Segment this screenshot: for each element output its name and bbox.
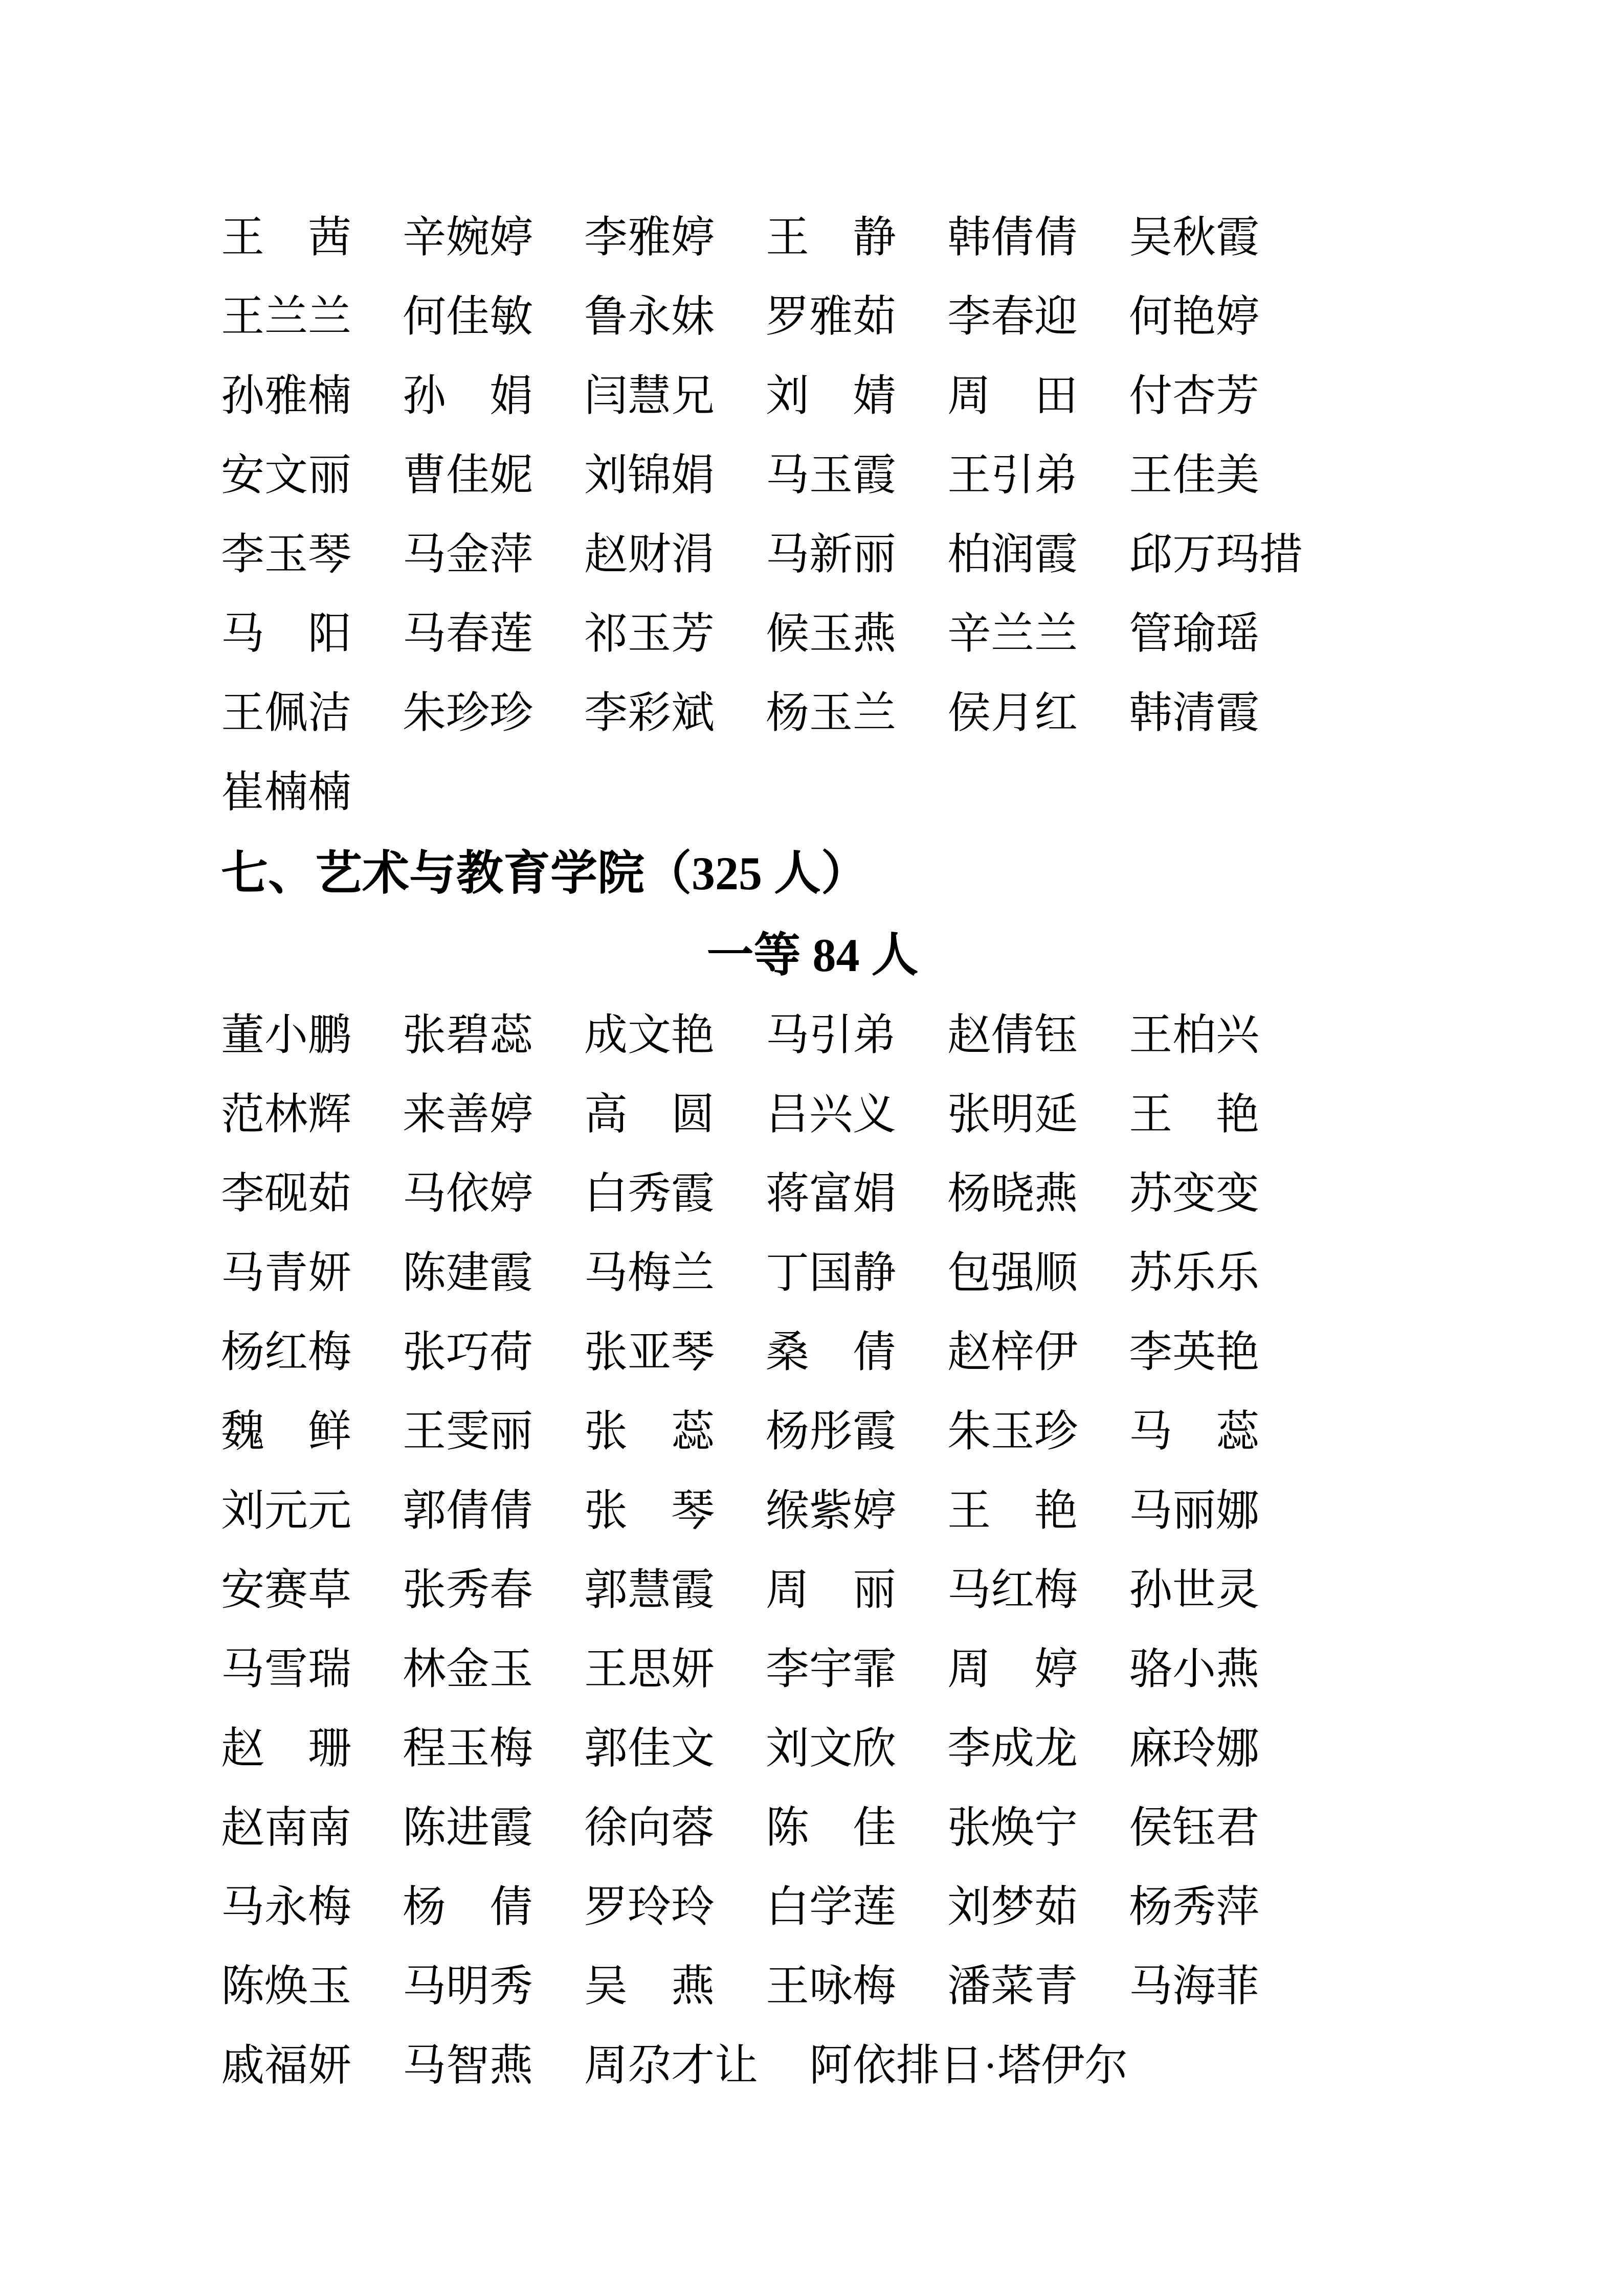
student-name: 马海菲 [1129, 1963, 1260, 2011]
student-name: 李砚茹 [221, 1170, 352, 1218]
student-name: 蒋富娟 [766, 1170, 897, 1218]
student-name: 马金萍 [403, 531, 533, 579]
student-name: 吴 燕 [584, 1963, 715, 2011]
name-row [221, 198, 1404, 278]
student-name: 曹佳妮 [403, 452, 533, 500]
student-name: 韩清霞 [1129, 689, 1260, 737]
name-row [221, 357, 1404, 436]
student-name: 周 田 [947, 372, 1078, 420]
student-name: 孙世灵 [1129, 1566, 1260, 1614]
student-name: 安文丽 [221, 452, 352, 500]
student-name: 刘 婧 [766, 372, 897, 420]
student-name: 马青妍 [221, 1249, 352, 1297]
student-name: 辛兰兰 [947, 610, 1078, 658]
student-name: 张亚琴 [584, 1329, 715, 1377]
student-name: 潘菜青 [947, 1963, 1078, 2011]
student-name: 邱万玛措 [1129, 531, 1303, 579]
student-name: 张 蕊 [584, 1408, 715, 1456]
student-name: 桑 倩 [766, 1329, 897, 1377]
student-name: 吴秋霞 [1129, 214, 1260, 262]
student-name: 戚福妍 [221, 2042, 352, 2090]
student-name: 郭慧霞 [584, 1566, 715, 1614]
student-name: 王佩洁 [221, 689, 352, 737]
student-name: 缑紫婷 [766, 1487, 897, 1535]
name-row [221, 595, 1404, 674]
student-name: 李彩斌 [584, 689, 715, 737]
student-name: 罗雅茹 [766, 293, 897, 341]
student-name: 马丽娜 [1129, 1487, 1260, 1535]
student-name: 王引弟 [947, 452, 1078, 500]
student-name: 丁国静 [766, 1249, 897, 1297]
student-name: 成文艳 [584, 1011, 715, 1060]
student-name: 马智燕 [403, 2042, 533, 2090]
student-name: 安赛草 [221, 1566, 352, 1614]
name-row [221, 1075, 1404, 1155]
name-row [221, 1313, 1404, 1392]
student-name: 周尕才让 [584, 2042, 759, 2090]
student-name: 何艳婷 [1129, 293, 1260, 341]
student-name: 范林辉 [221, 1091, 352, 1139]
student-name: 马红梅 [947, 1566, 1078, 1614]
student-name: 赵财涓 [584, 531, 715, 579]
college-section-heading: 七、艺术与教育学院（325 人） [221, 847, 869, 899]
student-name: 张巧荷 [403, 1329, 533, 1377]
student-name: 王兰兰 [221, 293, 352, 341]
student-name: 张碧蕊 [403, 1011, 533, 1060]
name-row [221, 1789, 1404, 1868]
name-row [221, 2027, 1404, 2106]
section1-name-grid [221, 198, 1404, 832]
student-name: 崔楠楠 [221, 769, 352, 817]
student-name: 杨玉兰 [766, 689, 897, 737]
student-name: 张焕宁 [947, 1804, 1078, 1852]
student-name: 马永梅 [221, 1883, 352, 1931]
name-row [221, 996, 1404, 1075]
document-content [221, 198, 1404, 2106]
student-name: 张 琴 [584, 1487, 715, 1535]
student-name: 马新丽 [766, 531, 897, 579]
student-name: 付杏芳 [1129, 372, 1260, 420]
student-name: 赵倩钰 [947, 1011, 1078, 1060]
student-name: 刘文欣 [766, 1725, 897, 1773]
student-name: 包强顺 [947, 1249, 1078, 1297]
student-name: 林金玉 [403, 1646, 533, 1694]
student-name: 马依婷 [403, 1170, 533, 1218]
section2-name-grid [221, 996, 1404, 2106]
student-name: 苏乐乐 [1129, 1249, 1260, 1297]
student-name: 郭佳文 [584, 1725, 715, 1773]
tier-subheading: 一等 84 人 [706, 929, 919, 981]
student-name: 李宇霏 [766, 1646, 897, 1694]
student-name: 赵梓伊 [947, 1329, 1078, 1377]
student-name: 阿依排日·塔伊尔 [809, 2042, 1128, 2090]
student-name: 李玉琴 [221, 531, 352, 579]
name-row [221, 436, 1404, 515]
student-name: 王雯丽 [403, 1408, 533, 1456]
student-name: 刘元元 [221, 1487, 352, 1535]
student-name: 朱珍珍 [403, 689, 533, 737]
name-row [221, 1947, 1404, 2027]
student-name: 王 艳 [947, 1487, 1078, 1535]
student-name: 管瑜瑶 [1129, 610, 1260, 658]
student-name: 苏变变 [1129, 1170, 1260, 1218]
student-name: 刘锦娟 [584, 452, 715, 500]
student-name: 马 阳 [221, 610, 352, 658]
student-name: 白学莲 [766, 1883, 897, 1931]
student-name: 高 圆 [584, 1091, 715, 1139]
student-name: 马 蕊 [1129, 1408, 1260, 1456]
student-name: 马明秀 [403, 1963, 533, 2011]
student-name: 杨晓燕 [947, 1170, 1078, 1218]
student-name: 鲁永妹 [584, 293, 715, 341]
student-name: 李春迎 [947, 293, 1078, 341]
name-row [221, 1155, 1404, 1234]
name-row [221, 674, 1404, 753]
name-row [221, 1709, 1404, 1789]
student-name: 杨秀萍 [1129, 1883, 1260, 1931]
student-name: 董小鹏 [221, 1011, 352, 1060]
student-name: 陈建霞 [403, 1249, 533, 1297]
name-row [221, 1868, 1404, 1947]
student-name: 何佳敏 [403, 293, 533, 341]
student-name: 骆小燕 [1129, 1646, 1260, 1694]
student-name: 孙 娟 [403, 372, 533, 420]
student-name: 李成龙 [947, 1725, 1078, 1773]
student-name: 王思妍 [584, 1646, 715, 1694]
student-name: 麻玲娜 [1129, 1725, 1260, 1773]
student-name: 来善婷 [403, 1091, 533, 1139]
student-name: 马雪瑞 [221, 1646, 352, 1694]
student-name: 陈进霞 [403, 1804, 533, 1852]
student-name: 罗玲玲 [584, 1883, 715, 1931]
name-row [221, 1630, 1404, 1709]
student-name: 马春莲 [403, 610, 533, 658]
student-name: 刘梦茹 [947, 1883, 1078, 1931]
name-row [221, 1551, 1404, 1630]
student-name: 韩倩倩 [947, 214, 1078, 262]
student-name: 闫慧兄 [584, 372, 715, 420]
student-name: 马玉霞 [766, 452, 897, 500]
student-name: 赵南南 [221, 1804, 352, 1852]
name-row [221, 515, 1404, 595]
student-name: 王佳美 [1129, 452, 1260, 500]
name-row [221, 1234, 1404, 1313]
student-name: 魏 鲜 [221, 1408, 352, 1456]
name-row [221, 753, 1404, 832]
student-name: 周 丽 [766, 1566, 897, 1614]
student-name: 马梅兰 [584, 1249, 715, 1297]
student-name: 王 艳 [1129, 1091, 1260, 1139]
student-name: 郭倩倩 [403, 1487, 533, 1535]
student-name: 王 茜 [221, 214, 352, 262]
name-row [221, 1392, 1404, 1472]
student-name: 吕兴义 [766, 1091, 897, 1139]
student-name: 张秀春 [403, 1566, 533, 1614]
student-name: 赵 珊 [221, 1725, 352, 1773]
student-name: 陈 佳 [766, 1804, 897, 1852]
student-name: 白秀霞 [584, 1170, 715, 1218]
student-name: 辛婉婷 [403, 214, 533, 262]
student-name: 王 静 [766, 214, 897, 262]
student-name: 马引弟 [766, 1011, 897, 1060]
student-name: 杨 倩 [403, 1883, 533, 1931]
student-name: 程玉梅 [403, 1725, 533, 1773]
student-name: 侯钰君 [1129, 1804, 1260, 1852]
student-name: 王柏兴 [1129, 1011, 1260, 1060]
student-name: 张明延 [947, 1091, 1078, 1139]
student-name: 候玉燕 [766, 610, 897, 658]
student-name: 杨彤霞 [766, 1408, 897, 1456]
student-name: 朱玉珍 [947, 1408, 1078, 1456]
student-name: 杨红梅 [221, 1329, 352, 1377]
student-name: 陈焕玉 [221, 1963, 352, 2011]
student-name: 孙雅楠 [221, 372, 352, 420]
student-name: 徐向蓉 [584, 1804, 715, 1852]
student-name: 李英艳 [1129, 1329, 1260, 1377]
name-row [221, 1472, 1404, 1551]
student-name: 李雅婷 [584, 214, 715, 262]
name-row [221, 278, 1404, 357]
student-name: 祁玉芳 [584, 610, 715, 658]
student-name: 周 婷 [947, 1646, 1078, 1694]
student-name: 柏润霞 [947, 531, 1078, 579]
student-name: 侯月红 [947, 689, 1078, 737]
student-name: 王咏梅 [766, 1963, 897, 2011]
